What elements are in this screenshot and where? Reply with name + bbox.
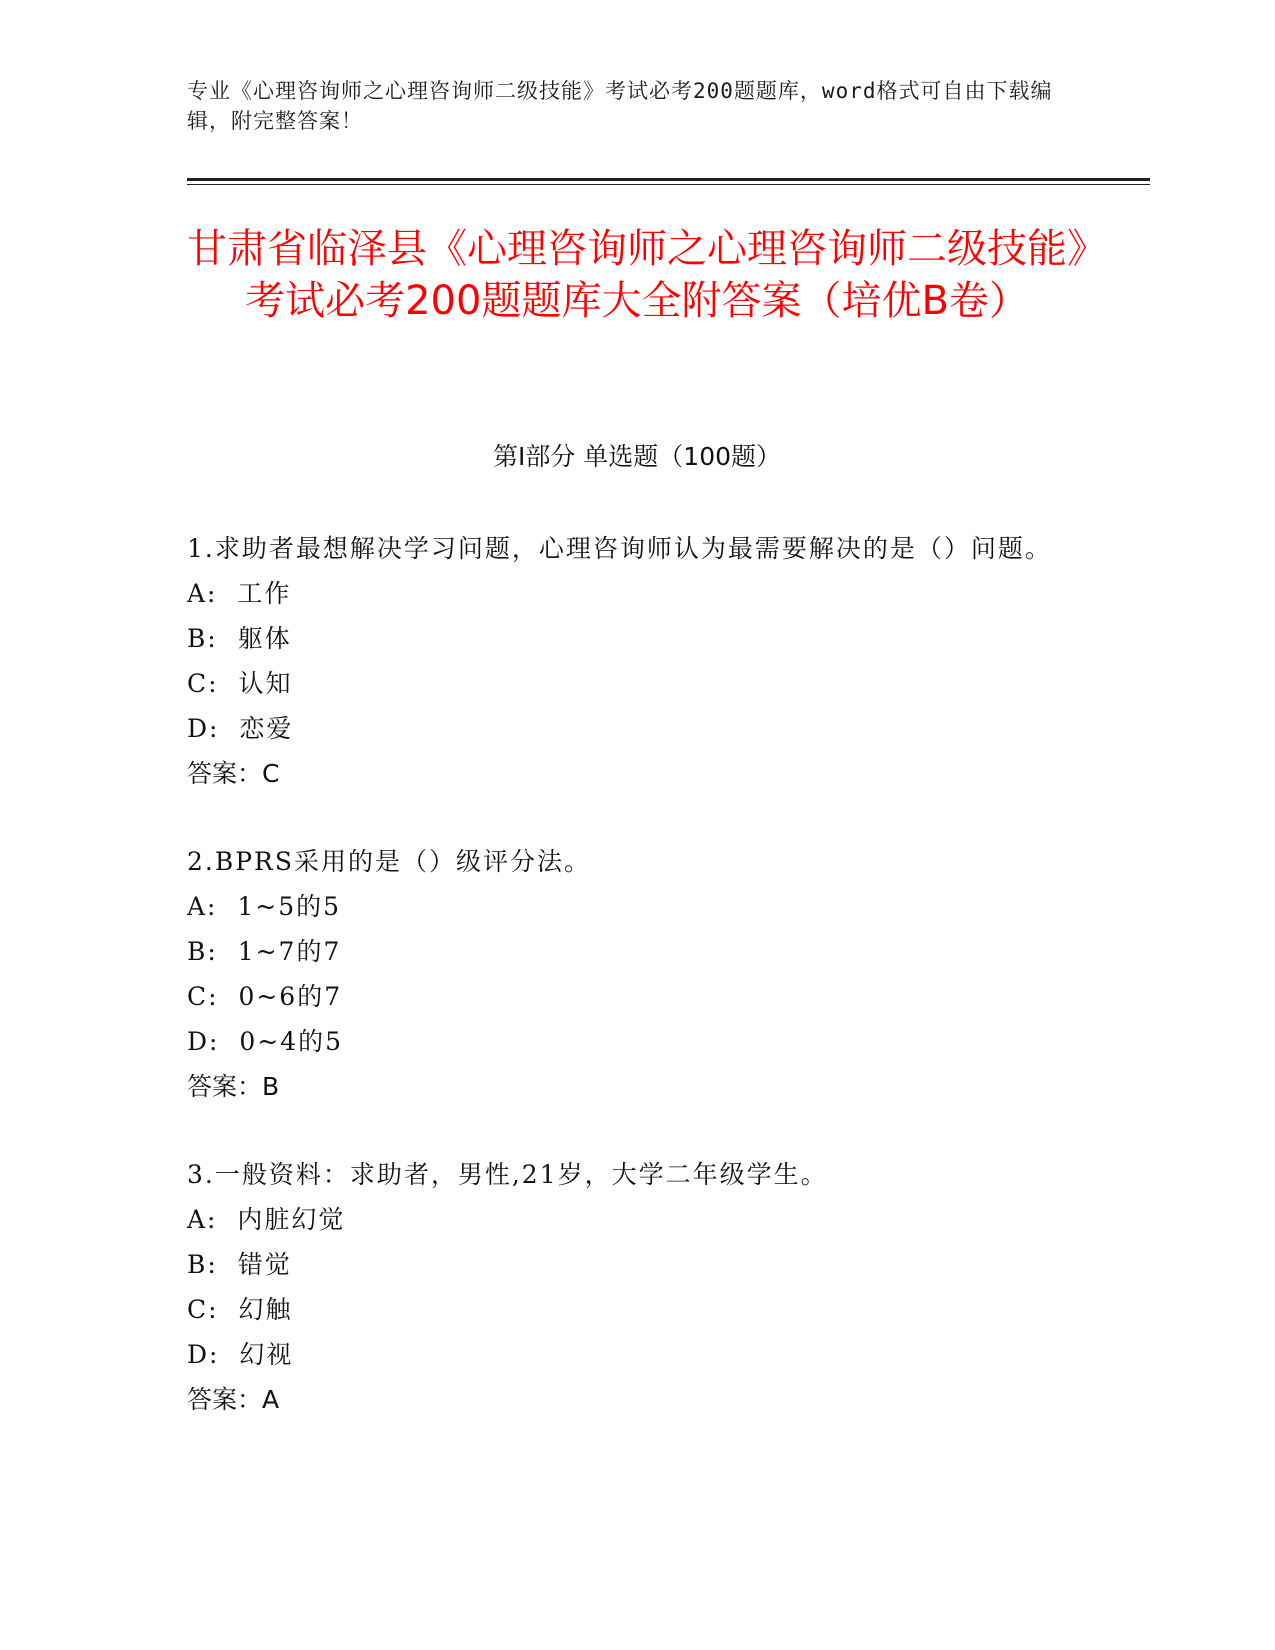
option-b: B: 错觉 xyxy=(187,1250,292,1279)
document-title: 甘肃省临泽县《心理咨询师之心理咨询师二级技能》考试必考200题题库大全附答案（培优B卷） xyxy=(187,226,1087,324)
question-stem: 1.求助者最想解决学习问题，心理咨询师认为最需要解决的是（）问题。 xyxy=(187,534,1052,563)
answer: 答案：A xyxy=(187,1385,280,1414)
answer: 答案：C xyxy=(187,759,280,788)
header-note: 专业《心理咨询师之心理咨询师二级技能》考试必考200题题库，word格式可自由下载编辑，附完整答案！ xyxy=(187,79,1053,133)
question-1 xyxy=(187,526,1067,797)
question-3 xyxy=(187,1152,1067,1423)
option-d: D: 恋爱 xyxy=(187,714,294,743)
option-b: B: 躯体 xyxy=(187,624,292,653)
option-c: C: 幻触 xyxy=(187,1295,293,1324)
option-a: A: 内脏幻觉 xyxy=(187,1205,346,1234)
question-list xyxy=(187,526,1067,1465)
question-stem: 2.BPRS采用的是（）级评分法。 xyxy=(187,847,591,876)
option-c: C: 0~6的7 xyxy=(187,982,343,1011)
header-rule-thin xyxy=(187,184,1150,185)
header-rule-thick xyxy=(187,178,1150,181)
option-d: D: 0~4的5 xyxy=(187,1027,344,1056)
option-c: C: 认知 xyxy=(187,669,293,698)
option-d: D: 幻视 xyxy=(187,1340,294,1369)
answer: 答案：B xyxy=(187,1072,280,1101)
option-a: A: 1~5的5 xyxy=(187,892,342,921)
question-stem: 3.一般资料：求助者，男性,21岁，大学二年级学生。 xyxy=(187,1160,828,1189)
section-title: 第Ⅰ部分 单选题（100题） xyxy=(492,442,782,471)
question-2 xyxy=(187,839,1067,1110)
option-b: B: 1~7的7 xyxy=(187,937,342,966)
option-a: A: 工作 xyxy=(187,579,292,608)
